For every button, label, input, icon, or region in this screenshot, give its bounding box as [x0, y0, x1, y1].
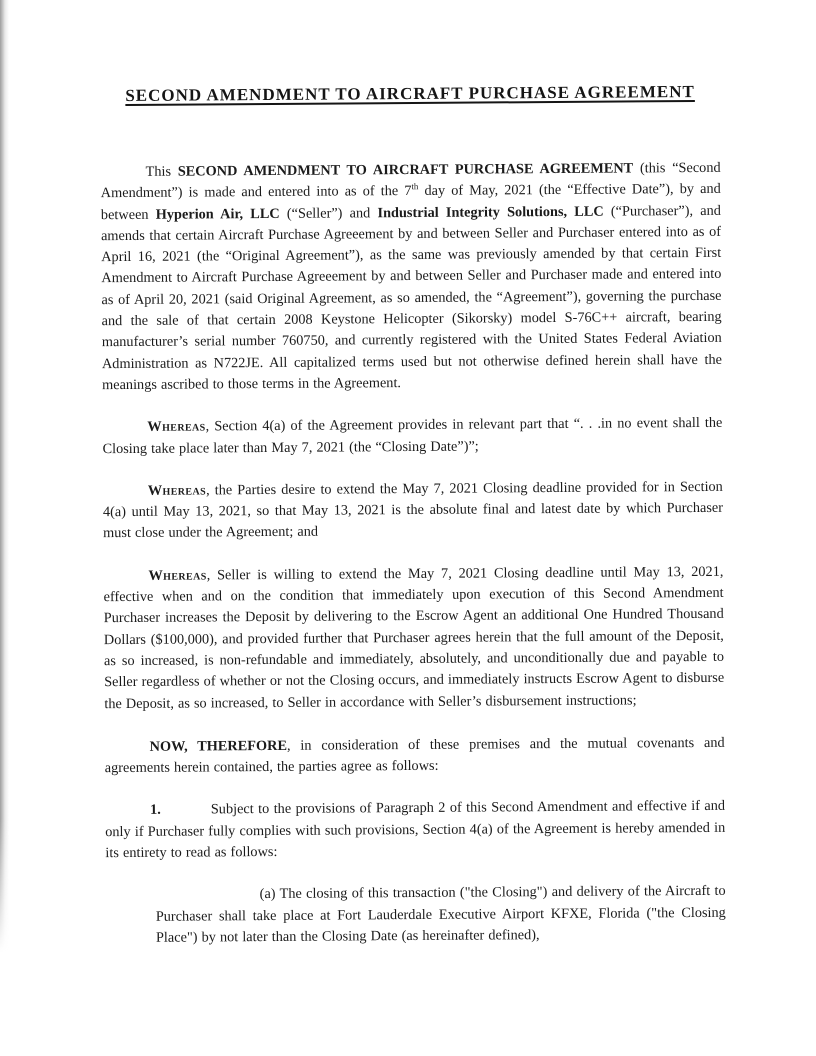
text-run: th — [411, 181, 419, 192]
whereas-clause-1 — [102, 413, 722, 460]
subsection-a-paragraph — [156, 881, 726, 949]
text-run: NOW, THEREFORE — [149, 737, 288, 755]
recitals-paragraph — [101, 158, 723, 397]
text-run: (“Seller”) and — [279, 204, 378, 222]
text-run: 1. — [150, 802, 161, 819]
text-run: Industrial Integrity Solutions, LLC — [377, 203, 604, 221]
whereas-clause-3 — [103, 562, 724, 715]
text-run: Whereas — [147, 482, 207, 499]
scan-edge-artifact — [0, 0, 9, 952]
text-run: (“Purchaser”), and amends that certain Aircraft Purchase Agreeement by and between Seller and Purchaser entered into as of April 16, 2021 (the “Original Agreement”), as the same was previously amended by that certain First Amendment to Aircraft Purchase Agreeement by and between Seller and Purchaser made and entered into as of April 20, 2021 (said Original Agreement, as so amended, the “Agreement”), governing the purchase and the sale of that certain 2008 Keystone Helicopter (Sikorsky) model S-76C++ aircraft, bearing manufacturer’s serial number 760750, and currently registered with the United States Federal Aviation Administration as N722JE. All capitalized terms used but not otherwise defined herein shall have the meanings ascribed to those terms in the Agreement. — [100, 202, 722, 394]
text-run: Whereas — [148, 567, 207, 584]
text-run: This — [145, 163, 178, 180]
text-run: day of May, 2021 (the “Effective Date”), by and between — [100, 181, 721, 223]
text-run: Hyperion Air, LLC — [155, 205, 280, 223]
text-run: , Seller is willing to extend the May 7, 2021 Closing deadline until May 13, 2021, effective when and on the condition that immediately upon execution of this Second Amendment Purchaser increases the Deposit by delivering to the Escrow Agent an additional One Hundred Thousand Dollars ($100,000), and provided further that Purchaser agrees herein that the full amount of the Deposit, as so increased, is non-refundable and immediately, absolutely, and unconditionally due and payable to Seller regardless of whether or not the Closing occurs, and immediately instructs Escrow Agent to disburse the Deposit, as so increased, to Seller in accordance with Seller’s disbursement instructions; — [103, 563, 725, 712]
document-body — [101, 158, 726, 950]
whereas-clause-2 — [103, 477, 723, 545]
section-1-paragraph — [105, 796, 725, 864]
text-run: (this “Second Amendment”) is made and entered into as of the 7 — [100, 159, 721, 202]
now-therefore-clause — [105, 733, 725, 780]
text-run: Subject to the provisions of Paragraph 2 of this Second Amendment and effective if and only if Purchaser fully complies with such provisions, Section 4(a) of the Agreement is hereby amended in its entirety to read as follows: — [105, 798, 726, 862]
text-run: , the Parties desire to extend the May 7, 2021 Closing deadline provided for in Section 4(a) until May 13, 2021, so that May 13, 2021 is the absolute final and latest date by which Purchaser must close under the Agreement; and — [102, 478, 724, 542]
text-run: Whereas — [147, 418, 206, 436]
text-run: , in consideration of these premises and the mutual covenants and agreements herein contained, the parties agree as follows: — [104, 734, 725, 777]
text-run: SECOND AMENDMENT TO AIRCRAFT PURCHASE AGREEMENT — [177, 160, 634, 180]
document-title: SECOND AMENDMENT TO AIRCRAFT PURCHASE AGREEMENT — [125, 82, 695, 105]
text-run: , Section 4(a) of the Agreement provides in relevant part that “. . .in no event shall the Closing take place later than May 7, 2021 (the “Closing Date”)”; — [102, 415, 723, 457]
text-run: (a) The closing of this transaction ("the Closing") and delivery of the Aircraft to Purchaser shall take place at Fort Lauderdale Executive Airport KFXE, Florida ("the Closing Place") by not later than the Closing Date (as hereinafter defined), — [155, 883, 726, 946]
document-content — [100, 82, 726, 971]
